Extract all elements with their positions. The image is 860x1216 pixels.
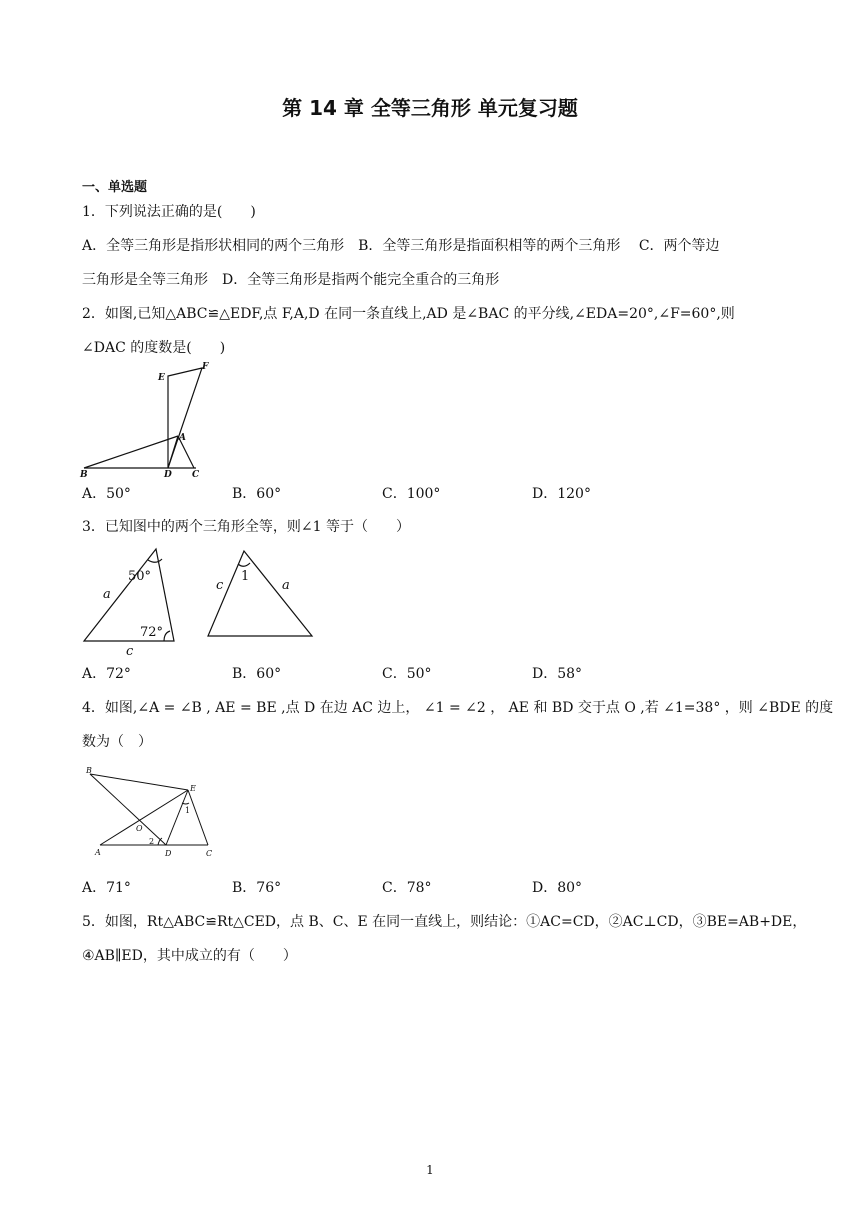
q2-label-d: D [164,470,172,480]
q3-option-d: D．58° [532,666,583,682]
page-number: 1 [426,1163,434,1177]
q3-label-a-left: a [103,587,111,602]
q2-option-b: B．60° [232,486,282,502]
q4-stem-line2: 数为（ ） [82,734,152,750]
q3-label-c-bottom: c [126,644,134,658]
q4-option-d: D．80° [532,880,583,896]
q1-stem: 1．下列说法正确的是( ) [82,204,256,220]
q4-option-a: A．71° [82,880,131,896]
section-heading: 一、单选题 [82,180,148,195]
q4-label-b: B [86,766,92,775]
q3-stem: 3．已知图中的两个三角形全等，则∠1 等于（ ） [82,519,410,535]
q4-label-1: 1 [185,806,191,815]
q2-label-e: E [158,373,165,383]
q2-option-c: C．100° [382,486,441,502]
q4-label-a: A [95,848,101,857]
q2-label-b: B [80,470,88,480]
page-title: 第 14 章 全等三角形 单元复习题 [282,96,578,120]
q3-label-c-right: c [216,578,224,593]
q2-label-a: A [179,433,186,443]
q5-stem-line2: ④AB∥ED，其中成立的有（ ） [82,948,297,964]
q2-stem-line2: ∠DAC 的度数是( ) [82,340,226,356]
q5-stem-line1: 5．如图，Rt△ABC≌Rt△CED，点 B、C、E 在同一直线上，则结论：①AC=CD，②AC⊥CD，③BE=AB+DE， [82,914,807,930]
q3-option-b: B．60° [232,666,282,682]
q3-label-50: 50° [128,569,152,584]
q4-label-e: E [190,784,196,793]
q4-label-d: D [165,849,172,858]
q3-option-c: C．50° [382,666,432,682]
q2-label-f: F [202,362,209,372]
q4-stem-line1: 4．如图,∠A = ∠B , AE = BE ,点 D 在边 AC 边上， ∠1 = ∠2 ， AE 和 BD 交于点 O ,若 ∠1=38° ，则 ∠BDE 的度 [82,700,834,716]
q3-option-a: A．72° [82,666,131,682]
q2-stem-line1: 2．如图,已知△ABC≌△EDF,点 F,A,D 在同一条直线上,AD 是∠BAC 的平分线,∠EDA=20°,∠F=60°,则 [82,306,735,322]
q3-label-a-right: a [282,578,290,593]
q3-label-72: 72° [140,625,164,640]
q2-option-d: D．120° [532,486,591,502]
q4-label-2: 2 [149,837,155,846]
q4-option-c: C．78° [382,880,432,896]
q3-label-1: 1 [241,569,250,584]
q2-option-a: A．50° [82,486,131,502]
q2-figure [78,360,218,480]
q1-options-line1: A．全等三角形是指形状相同的两个三角形 B．全等三角形是指面积相等的两个三角形 C．两个等边 [82,238,720,254]
q4-figure [82,763,222,863]
q4-option-b: B．76° [232,880,282,896]
q4-label-o: O [136,824,143,833]
q1-options-line2: 三角形是全等三角形 D．全等三角形是指两个能完全重合的三角形 [82,272,500,288]
q2-label-c: C [192,470,200,480]
q3-figure [78,543,348,658]
q4-label-c: C [206,849,213,858]
